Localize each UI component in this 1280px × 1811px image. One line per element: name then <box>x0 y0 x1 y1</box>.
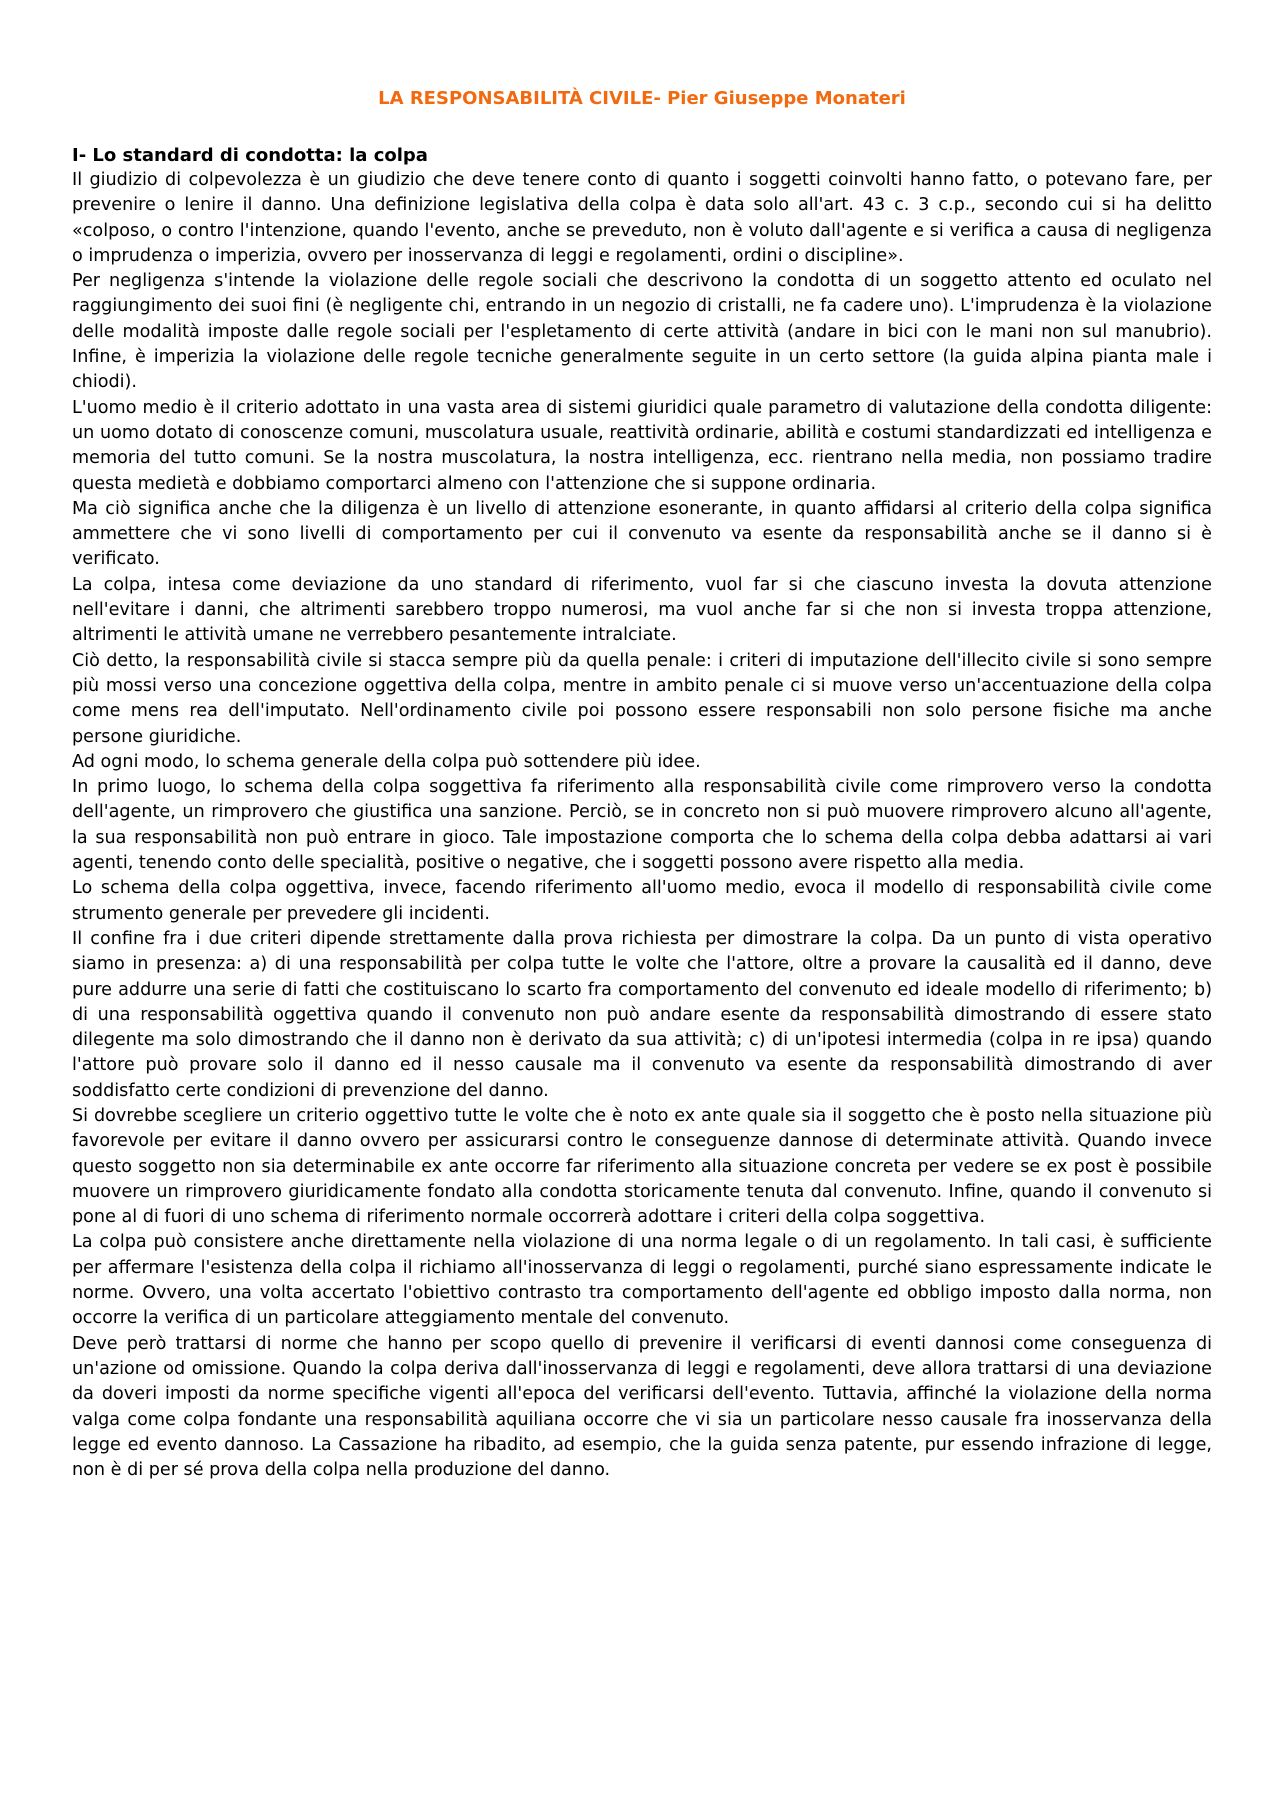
paragraph: Il confine fra i due criteri dipende strettamente dalla prova richiesta per dimostrare la colpa. Da un punto di vista operativo siamo in presenza: a) di una responsabilità per colpa tutte le volte che l'attore, oltre a provare la causalità ed il danno, deve pure addurre una serie di fatti che costituiscano lo scarto fra comportamento del convenuto ed ideale modello di riferimento; b) di una responsabilità oggettiva quando il convenuto non può andare esente da responsabilità dimostrando di essere stato dilegente ma solo dimostrando che il danno non è derivato da sua attività; c) di un'ipotesi intermedia (colpa in re ipsa) quando l'attore può provare solo il danno ed il nesso causale ma il convenuto va esente da responsabilità dimostrando di aver soddisfatto certe condizioni di prevenzione del danno. <box>72 928 1212 1101</box>
paragraph: In primo luogo, lo schema della colpa soggettiva fa riferimento alla responsabilità civile come rimprovero verso la condotta dell'agente, un rimprovero che giustifica una sanzione. Perciò, se in concreto non si può muovere rimprovero alcuno all'agente, la sua responsabilità non può entrare in gioco. Tale impostazione comporta che lo schema della colpa debba adattarsi ai vari agenti, tenendo conto delle specialità, positive o negative, che i soggetti possono avere rispetto alla media. <box>72 777 1212 874</box>
paragraph: La colpa può consistere anche direttamente nella violazione di una norma legale o di un regolamento. In tali casi, è sufficiente per affermare l'esistenza della colpa il richiamo all'inosservanza di leggi o regolamenti, purché siano espressamente indicate le norme. Ovvero, una volta accertato l'obiettivo contrasto tra comportamento dell'agente ed obbligo imposto dalla norma, non occorre la verifica di un particolare atteggiamento mentale del convenuto. <box>72 1232 1212 1329</box>
paragraph: Il giudizio di colpevolezza è un giudizio che deve tenere conto di quanto i soggetti coinvolti hanno fatto, o potevano fare, per prevenire o lenire il danno. Una definizione legislativa della colpa è data solo all'art. 43 c. 3 c.p., secondo cui si ha delitto «colposo, o contro l'intenzione, quando l'evento, anche se preveduto, non è voluto dall'agente e si verifica a causa di negligenza o imprudenza o imperizia, ovvero per inosservanza di leggi e regolamenti, ordini o discipline». <box>72 170 1212 266</box>
paragraph: L'uomo medio è il criterio adottato in una vasta area di sistemi giuridici quale parametro di valutazione della condotta diligente: un uomo dotato di conoscenze comuni, muscolatura usuale, reattività ordinarie, abilità e costumi standardizzati ed intelligenza e memoria del tutto comuni. Se la nostra muscolatura, la nostra intelligenza, ecc. rientrano nella media, non possiamo tradire questa medietà e dobbiamo comportarci almeno con l'attenzione che si suppone ordinaria. <box>72 397 1212 494</box>
paragraph: Si dovrebbe scegliere un criterio oggettivo tutte le volte che è noto ex ante quale sia il soggetto che è posto nella situazione più favorevole per evitare il danno ovvero per assicurarsi contro le conseguenze dannose di determinate attività. Quando invece questo soggetto non sia determinabile ex ante occorre far riferimento alla situazione concreta per vedere se ex post è possibile muovere un rimprovero giuridicamente fondato alla condotta storicamente tenuta dal convenuto. Infine, quando il convenuto si pone al di fuori di uno schema di riferimento normale occorrerà adottare i criteri della colpa soggettiva. <box>72 1105 1212 1228</box>
paragraph: Per negligenza s'intende la violazione delle regole sociali che descrivono la condotta di un soggetto attento ed oculato nel raggiungimento dei suoi fini (è negligente chi, entrando in un negozio di cristalli, ne fa cadere uno). L'imprudenza è la violazione delle modalità imposte dalle regole sociali per l'espletamento di certe attività (andare in bici con le mani non sul manubrio). Infine, è imperizia la violazione delle regole tecniche generalmente seguite in un certo settore (la guida alpina pianta male i chiodi). <box>72 271 1212 393</box>
paragraph: Ad ogni modo, lo schema generale della colpa può sottendere più idee. <box>72 751 701 772</box>
document-title: LA RESPONSABILITÀ CIVILE- Pier Giuseppe Monateri <box>378 88 906 109</box>
section-heading: I- Lo standard di condotta: la colpa <box>72 145 428 166</box>
paragraph: Lo schema della colpa oggettiva, invece, facendo riferimento all'uomo medio, evoca il modello di responsabilità civile come strumento generale per prevedere gli incidenti. <box>72 878 1212 924</box>
paragraph: Ma ciò significa anche che la diligenza è un livello di attenzione esonerante, in quanto affidarsi al criterio della colpa significa ammettere che vi sono livelli di comportamento per cui il convenuto va esente da responsabilità anche se il danno si è verificato. <box>72 498 1212 570</box>
paragraph: Deve però trattarsi di norme che hanno per scopo quello di prevenire il verificarsi di eventi dannosi come conseguenza di un'azione od omissione. Quando la colpa deriva dall'inosservanza di leggi e regolamenti, deve allora trattarsi di una deviazione da doveri imposti da norme specifiche vigenti all'epoca del verificarsi dell'evento. Tuttavia, affinché la violazione della norma valga come colpa fondante una responsabilità aquiliana occorre che vi sia un particolare nesso causale fra inosservanza della legge ed evento dannoso. La Cassazione ha ribadito, ad esempio, che la guida senza patente, pur essendo infrazione di legge, non è di per sé prova della colpa nella produzione del danno. <box>72 1333 1212 1481</box>
paragraph: La colpa, intesa come deviazione da uno standard di riferimento, vuol far si che ciascuno investa la dovuta attenzione nell'evitare i danni, che altrimenti sarebbero troppo numerosi, ma vuol anche far si che non si investa troppa attenzione, altrimenti le attività umane ne verrebbero pesantemente intralciate. <box>72 574 1212 646</box>
paragraph: Ciò detto, la responsabilità civile si stacca sempre più da quella penale: i criteri di imputazione dell'illecito civile si sono sempre più mossi verso una concezione oggettiva della colpa, mentre in ambito penale ci si muove verso un'accentuazione della colpa come mens rea dell'imputato. Nell'ordinamento civile poi possono essere responsabili non solo persone fisiche ma anche persone giuridiche. <box>72 650 1212 747</box>
document-page <box>72 88 1212 1483</box>
